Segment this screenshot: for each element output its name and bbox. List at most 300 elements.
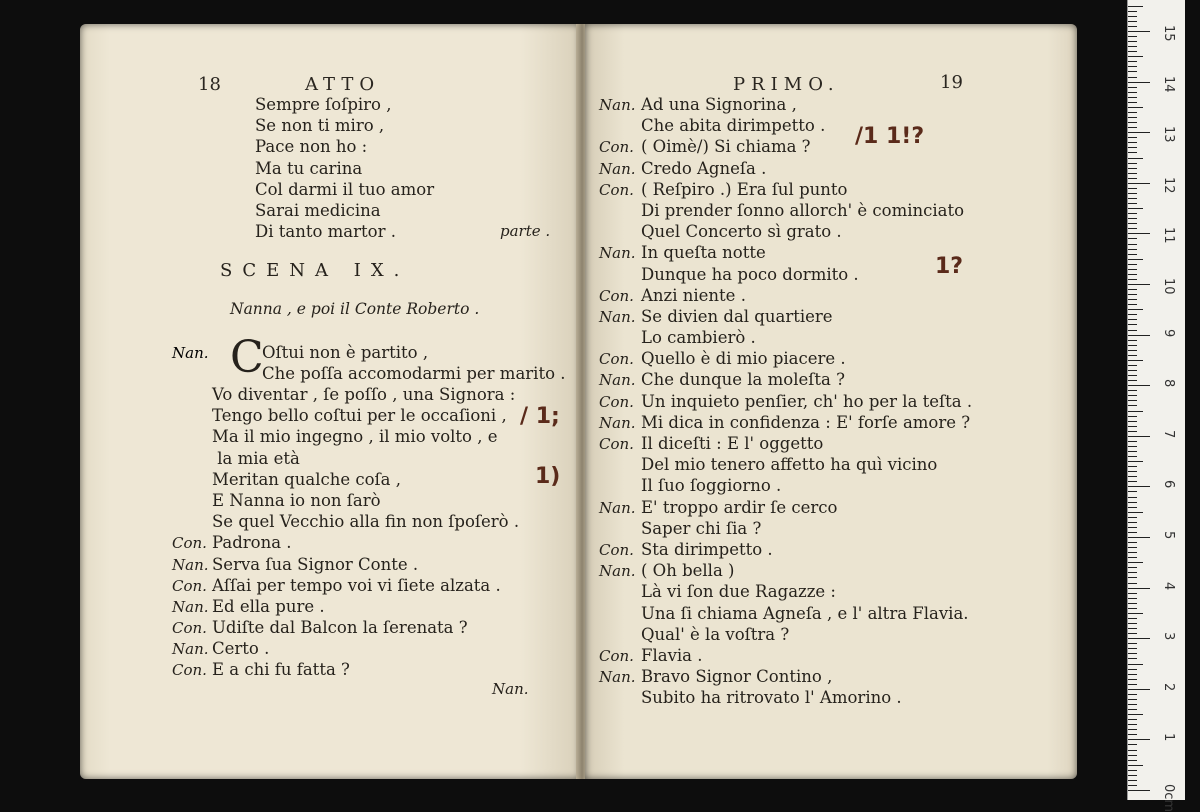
- ruler-tick: [1128, 16, 1137, 17]
- open-book: [80, 24, 1080, 784]
- ruler-tick: [1128, 567, 1137, 568]
- line-text: Aſſai per tempo voi vi ſiete alzata .: [212, 575, 501, 595]
- ruler-tick: [1128, 653, 1137, 654]
- dialogue-line: [172, 596, 519, 617]
- ruler-label: 9: [1161, 328, 1176, 337]
- ruler-tick: [1128, 451, 1137, 452]
- running-header-right: PRIMO.: [733, 74, 840, 95]
- ruler-tick: [1128, 61, 1137, 62]
- ruler-label: 1: [1161, 733, 1176, 742]
- ruler-tick: [1128, 294, 1137, 295]
- dialogue-line: [599, 306, 972, 327]
- ruler-tick: [1128, 537, 1150, 538]
- dialogue-line: [599, 475, 972, 496]
- speech-line: Che poſſa accomodarmi per marito .: [262, 364, 566, 384]
- line-text: E Nanna io non ſarò: [212, 490, 381, 510]
- ruler-tick: [1128, 203, 1137, 204]
- ruler-tick: [1128, 623, 1137, 624]
- dialogue-line: [172, 638, 519, 659]
- ruler-tick: [1128, 279, 1137, 280]
- speaker-label: Nan.: [599, 244, 636, 263]
- ruler-tick: [1128, 704, 1137, 705]
- ruler-tick: [1128, 82, 1150, 83]
- speaker-label: Nan.: [599, 371, 636, 390]
- ruler-tick: [1128, 694, 1137, 695]
- ruler-tick: [1128, 51, 1137, 52]
- ruler-tick: [1128, 198, 1137, 199]
- line-text: E' troppo ardir ſe cerco: [641, 497, 838, 517]
- dialogue-line: [599, 433, 972, 454]
- ruler-tick: [1128, 304, 1137, 305]
- stage-direction-parte: parte .: [500, 222, 551, 240]
- ruler-tick: [1128, 527, 1137, 528]
- ruler-tick: [1128, 664, 1143, 665]
- verse-line: Pace non ho :: [255, 137, 368, 157]
- line-text: Credo Agneſa .: [641, 158, 767, 178]
- ruler-tick: [1128, 269, 1137, 270]
- scene-persons: Nanna , e poi il Conte Roberto .: [230, 300, 480, 318]
- ruler-tick: [1128, 21, 1137, 22]
- ruler-tick: [1128, 340, 1137, 341]
- speaker-label: Nan.: [172, 597, 209, 616]
- speaker-label: Con.: [599, 392, 634, 411]
- dialogue-left: [172, 384, 519, 681]
- ruler-tick: [1128, 405, 1137, 406]
- ruler-tick: [1128, 476, 1137, 477]
- ruler-tick: [1128, 421, 1137, 422]
- speaker-label: Con.: [172, 619, 207, 638]
- ruler-tick: [1128, 588, 1150, 589]
- line-text: Ma il mio ingegno , il mio volto , e: [212, 427, 498, 447]
- ruler-tick: [1128, 562, 1143, 563]
- line-text: Il ſuo ſoggiorno .: [641, 476, 782, 496]
- ruler-tick: [1128, 370, 1137, 371]
- ruler-tick: [1128, 395, 1137, 396]
- ruler-tick: [1128, 350, 1137, 351]
- ruler-tick: [1128, 507, 1137, 508]
- dialogue-line: [172, 490, 519, 511]
- ruler-tick: [1128, 790, 1150, 791]
- speaker-label: Con.: [599, 286, 634, 305]
- right-page: [585, 24, 1077, 779]
- ruler-tick: [1128, 158, 1143, 159]
- verse-line: Ma tu carina: [255, 158, 363, 178]
- line-text: Del mio tenero affetto ha quì vicino: [641, 455, 938, 475]
- ruler-tick: [1128, 593, 1137, 594]
- ruler-tick: [1128, 46, 1137, 47]
- ruler-tick: [1128, 183, 1150, 184]
- line-text: Padrona .: [212, 533, 292, 553]
- ruler-tick: [1128, 658, 1137, 659]
- ruler-tick: [1128, 77, 1137, 78]
- measuring-ruler: [1127, 0, 1185, 812]
- line-text: Tengo bello coſtui per le occaſioni ,: [212, 406, 507, 426]
- line-text: Quel Concerto sì grato .: [641, 222, 842, 242]
- line-text: Ad una Signorina ,: [641, 95, 797, 114]
- ruler-tick: [1128, 744, 1137, 745]
- ruler-tick: [1128, 249, 1137, 250]
- ruler-tick: [1128, 274, 1137, 275]
- dialogue-line: [599, 624, 972, 645]
- ruler-tick: [1128, 512, 1143, 513]
- line-text: Subito ha ritrovato l' Amorino .: [641, 688, 902, 708]
- dialogue-line: [599, 221, 972, 242]
- line-text: E a chi fu fatta ?: [212, 660, 350, 680]
- ruler-tick: [1128, 213, 1137, 214]
- dialogue-line: [599, 179, 972, 200]
- line-text: Che abita dirimpetto .: [641, 116, 826, 136]
- ruler-tick: [1128, 517, 1137, 518]
- speaker-label: Con.: [599, 540, 634, 559]
- ruler-tick: [1128, 456, 1137, 457]
- line-text: Lo cambierò .: [641, 328, 756, 348]
- line-text: ( Oimè/) Si chiama ?: [641, 137, 811, 157]
- line-text: Se divien dal quartiere: [641, 306, 833, 326]
- aria-verse: [255, 94, 434, 242]
- ruler-tick: [1128, 598, 1137, 599]
- verse-line: Sempre ſoſpiro ,: [255, 95, 392, 114]
- ruler-tick: [1128, 613, 1143, 614]
- dialogue-line: [599, 285, 972, 306]
- handwritten-mark: / 1;: [520, 404, 560, 429]
- ruler-label: 13: [1161, 126, 1176, 143]
- dialogue-line: [599, 518, 972, 539]
- ruler-tick: [1128, 147, 1137, 148]
- ruler-tick: [1128, 461, 1143, 462]
- dialogue-line: [599, 645, 972, 666]
- dialogue-line: [599, 94, 972, 115]
- ruler-tick: [1128, 31, 1150, 32]
- ruler-tick: [1128, 122, 1137, 123]
- line-text: Serva ſua Signor Conte .: [212, 554, 419, 574]
- ruler-tick: [1128, 218, 1137, 219]
- ruler-tick: [1128, 765, 1143, 766]
- ruler-tick: [1128, 760, 1137, 761]
- ruler-tick: [1128, 633, 1137, 634]
- ruler-tick: [1128, 208, 1143, 209]
- dialogue-line: [599, 369, 972, 390]
- ruler-tick: [1128, 375, 1137, 376]
- speaker-label: Nan.: [172, 555, 209, 574]
- dialogue-line: [599, 391, 972, 412]
- line-text: Il diceſti : E l' oggetto: [641, 434, 824, 453]
- page-number-left: 18: [198, 74, 221, 95]
- ruler-label: 3: [1161, 632, 1176, 641]
- ruler-tick: [1128, 466, 1137, 467]
- handwritten-mark: 1?: [935, 254, 964, 279]
- ruler-tick: [1128, 238, 1137, 239]
- line-text: In queſta notte: [641, 243, 766, 263]
- running-header-left: ATTO: [305, 74, 381, 95]
- ruler-tick: [1128, 168, 1137, 169]
- ruler-tick: [1128, 152, 1137, 153]
- ruler-tick: [1128, 750, 1137, 751]
- dialogue-line: [599, 666, 972, 687]
- ruler-tick: [1128, 173, 1137, 174]
- dialogue-line: [599, 539, 972, 560]
- ruler-tick: [1128, 547, 1137, 548]
- dialogue-line: [172, 532, 519, 553]
- speaker-label: Nan.: [599, 307, 636, 326]
- ruler-tick: [1128, 309, 1143, 310]
- ruler-label: 12: [1161, 176, 1176, 194]
- ruler-tick: [1128, 648, 1137, 649]
- dialogue-line: [599, 242, 972, 263]
- dialogue-line: [599, 687, 972, 708]
- speech-line: Oſtui non è partito ,: [262, 343, 429, 362]
- ruler-tick: [1128, 97, 1137, 98]
- ruler-tick: [1128, 603, 1137, 604]
- line-text: Di prender ſonno allorch' è cominciato: [641, 200, 965, 220]
- ruler-label: 2: [1161, 682, 1176, 692]
- ruler-tick: [1128, 709, 1137, 710]
- speaker-label: Con.: [599, 646, 634, 665]
- left-page: [80, 24, 580, 779]
- dialogue-line: [172, 405, 519, 426]
- ruler-tick: [1128, 264, 1137, 265]
- line-text: Là vi ſon due Ragazze :: [641, 582, 836, 602]
- verse-line: Di tanto martor .: [255, 222, 396, 242]
- ruler-label: 0cm: [1161, 784, 1176, 812]
- ruler-tick: [1128, 679, 1137, 680]
- ruler-tick: [1128, 618, 1137, 619]
- dialogue-line: [172, 659, 519, 680]
- line-text: Ed ella pure .: [212, 596, 325, 616]
- ruler-tick: [1128, 491, 1137, 492]
- ruler-tick: [1128, 178, 1137, 179]
- speaker-label: Con.: [172, 534, 207, 553]
- ruler-tick: [1128, 41, 1137, 42]
- dialogue-line: [172, 426, 519, 447]
- ruler-tick: [1128, 188, 1137, 189]
- dialogue-line: [599, 158, 972, 179]
- line-text: Bravo Signor Contino ,: [641, 667, 833, 687]
- ruler-tick: [1128, 674, 1137, 675]
- ruler-label: 11: [1161, 227, 1176, 244]
- line-text: Mi dica in confidenza : E' forſe amore ?: [641, 412, 971, 432]
- line-text: Vo diventar , ſe poſſo , una Signora :: [212, 385, 516, 404]
- ruler-tick: [1128, 608, 1137, 609]
- ruler-label: 6: [1161, 480, 1176, 489]
- dialogue-line: [172, 575, 519, 596]
- ruler-tick: [1128, 436, 1150, 437]
- ruler-tick: [1128, 481, 1137, 482]
- ruler-tick: [1128, 689, 1150, 690]
- catchword: Nan.: [492, 680, 529, 698]
- line-text: Anzi niente .: [641, 285, 746, 305]
- line-text: Una ſi chiama Agneſa , e l' altra Flavia.: [641, 603, 969, 623]
- ruler-tick: [1128, 324, 1137, 325]
- ruler-tick: [1128, 284, 1150, 285]
- line-text: Sta dirimpetto .: [641, 539, 773, 559]
- speaker-label: Con.: [599, 138, 634, 157]
- speaker-label: Nan.: [172, 344, 209, 362]
- ruler-tick: [1128, 314, 1137, 315]
- ruler-tick: [1128, 486, 1150, 487]
- dialogue-line: [599, 581, 972, 602]
- ruler-tick: [1128, 233, 1150, 234]
- ruler-tick: [1128, 775, 1137, 776]
- ruler-tick: [1128, 643, 1137, 644]
- ruler-tick: [1128, 137, 1137, 138]
- ruler-tick: [1128, 360, 1143, 361]
- ruler-tick: [1128, 223, 1137, 224]
- verse-line: Sarai medicina: [255, 200, 381, 220]
- ruler-tick: [1128, 92, 1137, 93]
- ruler-tick: [1128, 142, 1137, 143]
- ruler-tick: [1128, 638, 1150, 639]
- ruler-tick: [1128, 193, 1137, 194]
- ruler-label: 4: [1161, 581, 1176, 590]
- ruler-tick: [1128, 714, 1143, 715]
- line-text: Saper chi ſia ?: [641, 518, 762, 538]
- ruler-label: 14: [1161, 75, 1176, 93]
- ruler-label: 10: [1161, 278, 1176, 295]
- ruler-tick: [1128, 56, 1143, 57]
- dialogue-line: [172, 617, 519, 638]
- ruler-tick: [1128, 739, 1150, 740]
- line-text: Se quel Vecchio alla fin non ſpoſerò .: [212, 512, 520, 532]
- ruler-tick: [1128, 380, 1137, 381]
- ruler-tick: [1128, 684, 1137, 685]
- ruler-tick: [1128, 335, 1150, 336]
- speaker-label: Con.: [172, 576, 207, 595]
- speaker-label: Nan.: [599, 159, 636, 178]
- dialogue-line: [599, 348, 972, 369]
- handwritten-mark: 1): [535, 464, 561, 489]
- ruler-tick: [1128, 400, 1137, 401]
- ruler-tick: [1128, 390, 1137, 391]
- ruler-tick: [1128, 755, 1137, 756]
- line-text: Udiſte dal Balcon la ſerenata ?: [212, 618, 468, 638]
- ruler-tick: [1128, 244, 1137, 245]
- ruler-tick: [1128, 441, 1137, 442]
- ruler-tick: [1128, 132, 1150, 133]
- ruler-tick: [1128, 163, 1137, 164]
- ruler-tick: [1128, 345, 1137, 346]
- ruler-tick: [1128, 127, 1137, 128]
- line-text: Che dunque la moleſta ?: [641, 370, 845, 390]
- ruler-tick: [1128, 719, 1137, 720]
- speaker-label: Con.: [172, 661, 207, 680]
- speaker-label: Nan.: [599, 96, 636, 114]
- line-text: Un inquieto penſier, ch' ho per la teſta .: [641, 391, 973, 411]
- scene-title: SCENA IX.: [220, 260, 410, 281]
- dialogue-line: [172, 554, 519, 575]
- ruler-tick: [1128, 299, 1137, 300]
- dialogue-line: [599, 264, 972, 285]
- ruler-tick: [1128, 411, 1143, 412]
- ruler-tick: [1128, 577, 1137, 578]
- ruler-tick: [1128, 11, 1137, 12]
- ruler-tick: [1128, 471, 1137, 472]
- speaker-label: Con.: [599, 435, 634, 453]
- dialogue-line: [599, 560, 972, 581]
- ruler-tick: [1128, 26, 1137, 27]
- ruler-label: 15: [1161, 25, 1176, 42]
- speaker-label: Nan.: [599, 668, 636, 687]
- ruler-tick: [1128, 365, 1137, 366]
- ruler-tick: [1128, 780, 1137, 781]
- ruler-tick: [1128, 319, 1137, 320]
- ruler-tick: [1128, 228, 1137, 229]
- ruler-tick: [1128, 71, 1137, 72]
- ruler-tick: [1128, 669, 1137, 670]
- ruler-tick: [1128, 583, 1137, 584]
- speaker-label: Con.: [599, 180, 634, 199]
- verse-line: Se non ti miro ,: [255, 116, 385, 136]
- page-number-right: 19: [940, 72, 963, 93]
- ruler-tick: [1128, 557, 1137, 558]
- ruler-tick: [1128, 117, 1137, 118]
- ruler-tick: [1128, 330, 1137, 331]
- line-text: ( Reſpiro .) Era ſul punto: [641, 179, 848, 199]
- ruler-tick: [1128, 699, 1137, 700]
- dialogue-line: [172, 448, 519, 469]
- ruler-tick: [1128, 254, 1137, 255]
- ruler-tick: [1128, 289, 1137, 290]
- ruler-tick: [1128, 426, 1137, 427]
- ruler-tick: [1128, 502, 1137, 503]
- ruler-tick: [1128, 734, 1137, 735]
- ruler-tick: [1128, 355, 1137, 356]
- dialogue-line: [599, 603, 972, 624]
- ruler-tick: [1128, 36, 1137, 37]
- ruler-tick: [1128, 628, 1137, 629]
- speaker-label: Con.: [599, 350, 634, 369]
- speaker-label: Nan.: [599, 413, 636, 432]
- dialogue-line: [599, 497, 972, 518]
- ruler-tick: [1128, 6, 1143, 7]
- ruler-tick: [1128, 785, 1137, 786]
- dialogue-line: [599, 454, 972, 475]
- ruler-label: 7: [1161, 429, 1176, 439]
- dialogue-line: [599, 327, 972, 348]
- verse-line: Col darmi il tuo amor: [255, 179, 435, 199]
- dialogue-line: [172, 384, 519, 405]
- line-text: Meritan qualche coſa ,: [212, 469, 401, 489]
- ruler-label: 8: [1161, 379, 1176, 388]
- ruler-tick: [1128, 416, 1137, 417]
- handwritten-mark: /1 1!?: [855, 124, 925, 149]
- ruler-tick: [1128, 552, 1137, 553]
- drop-cap: C: [230, 332, 264, 383]
- line-text: Qual' è la voſtra ?: [641, 624, 790, 644]
- ruler-tick: [1128, 107, 1143, 108]
- first-speech: [262, 342, 566, 384]
- dialogue-line: [172, 469, 519, 490]
- speaker-label: Nan.: [599, 562, 636, 581]
- line-text: la mia età: [212, 448, 300, 468]
- ruler-tick: [1128, 542, 1137, 543]
- ruler-tick: [1128, 66, 1137, 67]
- ruler-tick: [1128, 770, 1137, 771]
- ruler-tick: [1128, 259, 1143, 260]
- dialogue-line: [599, 412, 972, 433]
- line-text: Quello è di mio piacere .: [641, 349, 846, 369]
- ruler-tick: [1128, 729, 1137, 730]
- ruler-label: 5: [1161, 531, 1176, 540]
- speaker-label: Nan.: [172, 640, 209, 659]
- ruler-tick: [1128, 87, 1137, 88]
- line-text: Certo .: [212, 639, 270, 659]
- line-text: ( Oh bella ): [641, 561, 735, 581]
- ruler-tick: [1128, 572, 1137, 573]
- line-text: Flavia .: [641, 645, 703, 665]
- ruler-tick: [1128, 385, 1150, 386]
- ruler-tick: [1128, 446, 1137, 447]
- ruler-tick: [1128, 112, 1137, 113]
